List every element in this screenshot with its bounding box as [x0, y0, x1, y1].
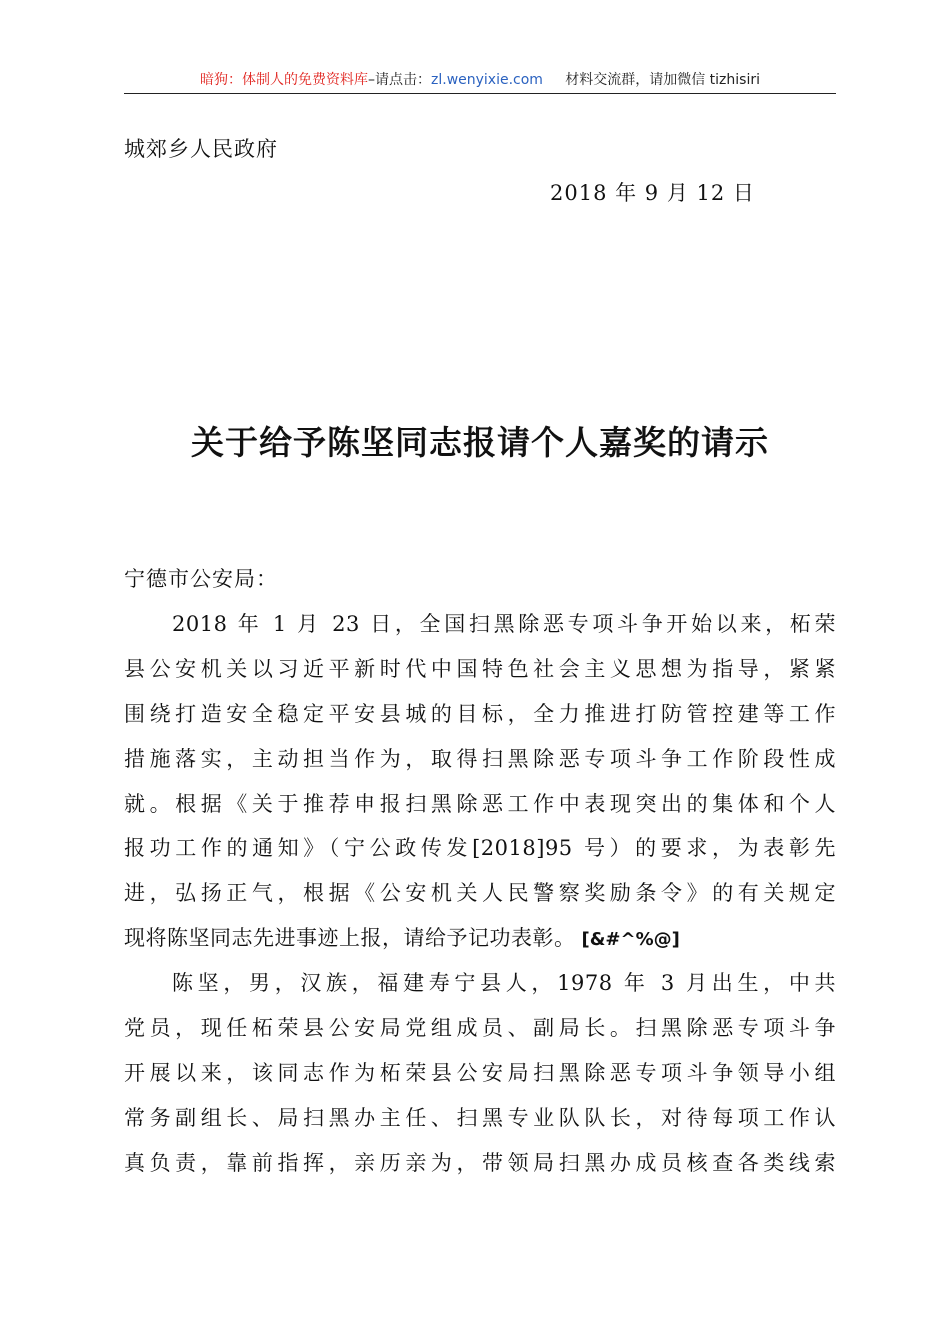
paragraph-2-line: 陈坚，男，汉族，福建寿宁县人，1978 年 3 月出生，中共: [172, 971, 836, 996]
sender-date: 2018 年 9 月 12 日: [550, 181, 755, 205]
document-body: [124, 604, 836, 1188]
paragraph-1-line: 围绕打造安全稳定平安县城的目标，全力推进打防管控建等工作: [124, 701, 836, 726]
paragraph-2-line: 常务副组长、局扫黑办主任、扫黑专业队队长，对待每项工作认: [124, 1105, 836, 1130]
paragraph-1-line: 县公安机关以习近平新时代中国特色社会主义思想为指导，紧紧: [124, 656, 836, 681]
paragraph-1-line: 2018 年 1 月 23 日，全国扫黑除恶专项斗争开始以来，柘荣: [172, 612, 836, 636]
document-title: 关于给予陈坚同志报请个人嘉奖的请示: [191, 423, 769, 462]
paragraph-1-line: 就。根据《关于推荐申报扫黑除恶工作中表现突出的集体和个人: [124, 791, 836, 816]
header-click-prompt: –请点击：: [368, 72, 431, 88]
header-brand: 暗狗：体制人的免费资料库: [200, 72, 368, 88]
paragraph-1-line-text: 现将陈坚同志先进事迹上报，请给予记功表彰。: [124, 926, 576, 951]
paragraph-2-line: 真负责，靠前指挥，亲历亲为，带领局扫黑办成员核查各类线索: [124, 1150, 836, 1175]
paragraph-2-line: 党员，现任柘荣县公安局党组成员、副局长。扫黑除恶专项斗争: [124, 1016, 836, 1041]
paragraph-1-line: 报功工作的通知》（宁公政传发[2018]95 号）的要求，为表彰先: [124, 836, 836, 861]
paragraph-1-last-line: [124, 918, 836, 963]
header-contact: 材料交流群，请加微信 tizhisiri: [565, 72, 760, 88]
salutation: 宁德市公安局：: [124, 567, 278, 591]
header-url-link[interactable]: zl.wenyixie.com: [431, 72, 543, 88]
paragraph-1-line: 措施落实，主动担当作为，取得扫黑除恶专项斗争工作阶段性成: [124, 746, 836, 771]
sender-organization: 城郊乡人民政府: [124, 137, 278, 161]
page-header: [124, 70, 836, 92]
paragraph-1-line: 进，弘扬正气，根据《公安机关人民警察奖励条令》的有关规定: [124, 881, 836, 906]
watermark-symbols: [&#^%@]: [581, 929, 680, 951]
header-divider: [124, 93, 836, 94]
paragraph-2-line: 开展以来，该同志作为柘荣县公安局扫黑除恶专项斗争领导小组: [124, 1060, 836, 1085]
